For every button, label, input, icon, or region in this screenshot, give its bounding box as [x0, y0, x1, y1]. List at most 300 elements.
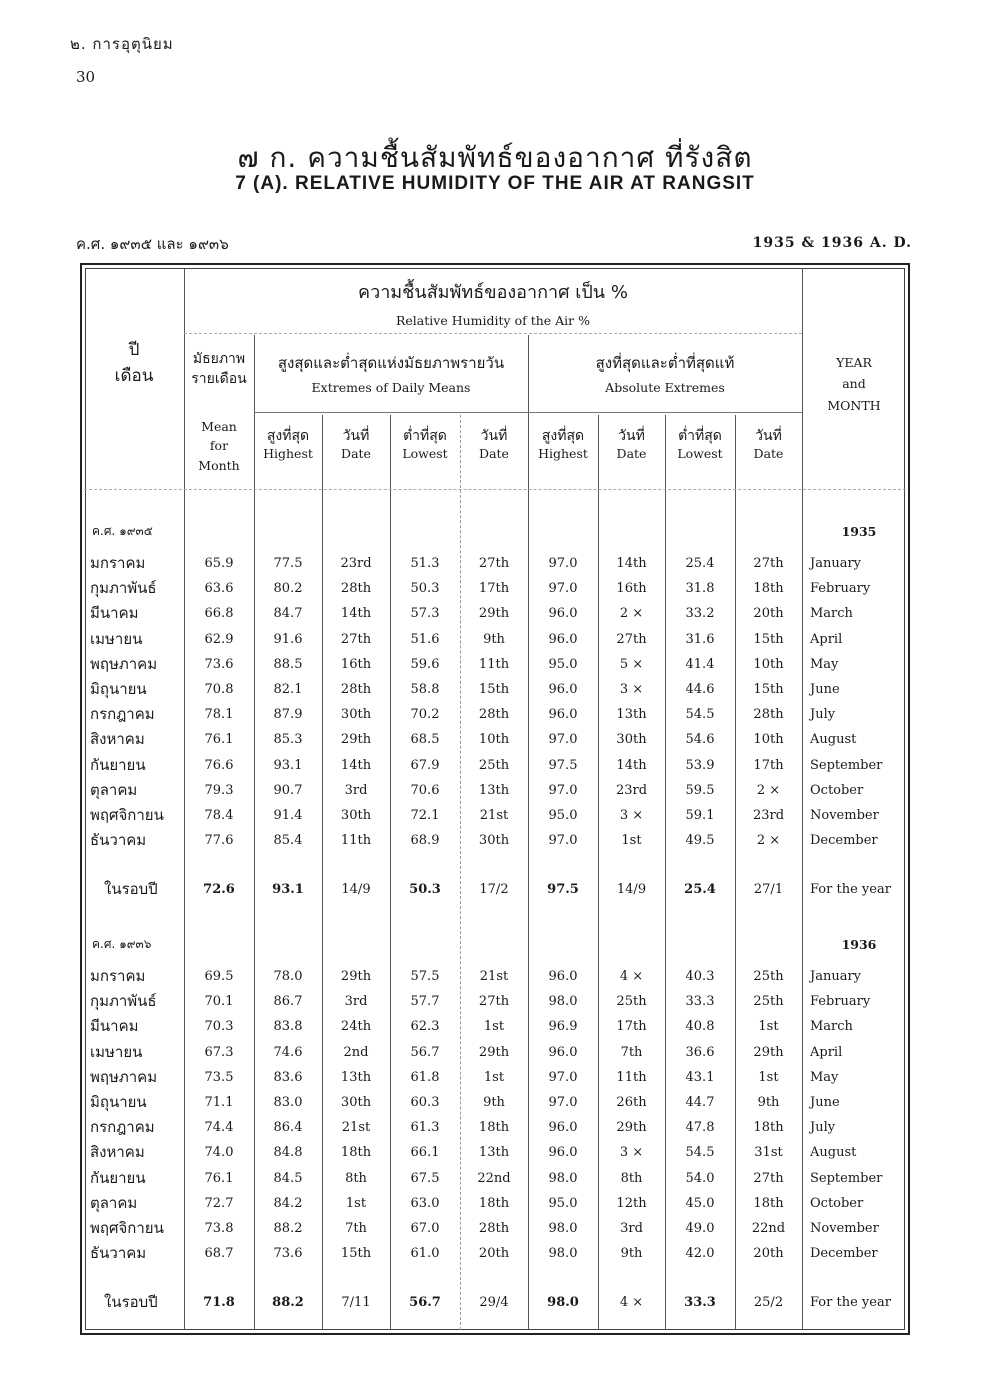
cell-dh: 74.6 — [273, 1044, 303, 1060]
cell-en: January — [810, 969, 862, 984]
daily-highest-date-header: วันที่ Date — [341, 428, 371, 461]
cell-dl: 51.6 — [410, 631, 440, 647]
table-row — [84, 702, 906, 727]
cell-dh: 91.4 — [273, 808, 303, 823]
cell-mean: 73.6 — [204, 656, 234, 672]
cell-al: 59.5 — [685, 782, 715, 798]
table-row — [84, 1241, 906, 1266]
cell-th: กันยายน — [90, 755, 146, 774]
cell-ald: 23rd — [752, 808, 785, 823]
cell-dl: 62.3 — [410, 1019, 440, 1035]
table-row — [84, 753, 906, 778]
cell-dh: 83.6 — [273, 1069, 303, 1085]
cell-ah: 96.0 — [548, 969, 578, 984]
cell-en: August — [810, 1145, 857, 1161]
cell-dhd: 21st — [341, 1120, 371, 1136]
cell-th: ตุลาคม — [90, 780, 138, 799]
total-dhd: 14/9 — [341, 882, 371, 898]
cell-dh: 88.2 — [273, 1221, 303, 1236]
cell-ald: 25th — [753, 994, 784, 1010]
table-row — [84, 1065, 906, 1090]
cell-ah: 96.0 — [548, 1120, 578, 1136]
cell-dhd: 8th — [345, 1170, 367, 1186]
cell-ah: 96.0 — [548, 682, 578, 697]
cell-al: 40.8 — [685, 1019, 715, 1035]
absolute-lowest-date-header: วันที่ Date — [753, 428, 784, 461]
cell-dl: 61.3 — [410, 1120, 440, 1136]
cell-th: กรกฎาคม — [90, 1118, 155, 1137]
cell-th: มกราคม — [90, 967, 146, 985]
cell-ah: 96.0 — [548, 606, 578, 622]
cell-mean: 74.4 — [204, 1120, 234, 1136]
cell-dl: 68.5 — [410, 732, 440, 748]
cell-th: พฤศจิกายน — [90, 806, 164, 824]
cell-dhd: 29th — [340, 732, 372, 748]
cell-ahd: 3 × — [619, 1145, 644, 1161]
cell-mean: 62.9 — [204, 631, 234, 647]
cell-dl: 67.9 — [410, 757, 440, 773]
cell-ahd: 5 × — [619, 656, 644, 672]
total-dhd: 7/11 — [341, 1295, 371, 1311]
cell-en: December — [810, 1246, 878, 1262]
cell-en: April — [810, 1044, 843, 1060]
cell-dh: 85.4 — [273, 833, 303, 849]
cell-al: 53.9 — [685, 757, 715, 773]
cell-th: พฤษภาคม — [90, 654, 158, 673]
title-english: 7 (A). RELATIVE HUMIDITY OF THE AIR AT RANGSIT — [235, 173, 755, 194]
cell-dh: 86.7 — [273, 994, 303, 1010]
cell-ahd: 3rd — [620, 1221, 643, 1236]
cell-en: November — [810, 1221, 879, 1236]
cell-dld: 21st — [479, 808, 509, 823]
cell-en: June — [810, 682, 840, 697]
cell-dld: 28th — [478, 707, 510, 723]
absolute-highest-date-header: วันที่ Date — [616, 428, 647, 461]
cell-dh: 87.9 — [273, 707, 303, 723]
cell-ah: 97.0 — [548, 1069, 578, 1085]
cell-ah: 97.0 — [548, 833, 578, 849]
cell-al: 33.3 — [685, 994, 715, 1010]
daily-lowest-header: ต่ำที่สุด Lowest — [402, 428, 448, 461]
cell-dh: 73.6 — [273, 1246, 303, 1262]
table-row — [84, 576, 906, 601]
cell-ahd: 4 × — [619, 969, 644, 984]
year-total-row — [84, 877, 906, 902]
cell-ald: 28th — [753, 707, 784, 723]
cell-dl: 60.3 — [410, 1095, 440, 1110]
cell-ald: 27th — [753, 1170, 784, 1186]
total-dh: 88.2 — [272, 1295, 304, 1311]
total-mean: 71.8 — [203, 1295, 235, 1311]
cell-ah: 97.5 — [548, 757, 578, 773]
cell-ald: 29th — [753, 1044, 784, 1060]
cell-mean: 63.6 — [204, 581, 234, 597]
cell-ald: 9th — [757, 1095, 780, 1110]
total-ahd: 4 × — [619, 1295, 644, 1311]
cell-dhd: 28th — [340, 581, 372, 597]
cell-dh: 84.5 — [273, 1170, 303, 1186]
cell-ahd: 11th — [616, 1069, 647, 1085]
cell-al: 54.5 — [685, 1145, 715, 1161]
cell-dhd: 18th — [340, 1145, 372, 1161]
cell-ah: 98.0 — [548, 1221, 578, 1236]
table-row — [84, 1191, 906, 1216]
cell-ald: 1st — [758, 1019, 779, 1035]
cell-th: เมษายน — [90, 1042, 143, 1061]
cell-dld: 18th — [478, 1195, 510, 1211]
cell-dhd: 30th — [340, 707, 372, 723]
year-heading-row — [84, 519, 906, 544]
cell-dl: 59.6 — [410, 656, 440, 672]
cell-ald: 1st — [758, 1069, 779, 1085]
cell-dhd: 14th — [340, 757, 372, 773]
cell-dl: 70.6 — [410, 782, 440, 798]
cell-ald: 27th — [753, 556, 784, 571]
cell-dld: 17th — [478, 581, 510, 597]
cell-ald: 10th — [753, 732, 784, 748]
cell-al: 43.1 — [685, 1069, 715, 1085]
page-number: 30 — [76, 68, 96, 86]
mean-thai-header: มัธยภาพ รายเดือน — [191, 351, 247, 388]
cell-ahd: 26th — [616, 1095, 647, 1110]
cell-dhd: 14th — [340, 606, 372, 622]
cell-en: February — [810, 994, 871, 1010]
cell-ald: 10th — [753, 656, 784, 672]
cell-dl: 56.7 — [410, 1044, 440, 1060]
daily-highest-header: สูงที่สุด Highest — [263, 428, 313, 461]
group-title-thai: ความชื้นสัมพัทธ์ของอากาศ เป็น % — [358, 282, 628, 303]
table-row — [84, 551, 906, 576]
cell-dl: 67.5 — [410, 1170, 440, 1186]
cell-al: 31.6 — [685, 631, 715, 647]
total-dld: 17/2 — [479, 882, 509, 898]
cell-dl: 61.8 — [410, 1069, 440, 1085]
cell-mean: 71.1 — [204, 1095, 234, 1110]
cell-dh: 85.3 — [273, 732, 303, 748]
table-row — [84, 1014, 906, 1039]
cell-th: เมษายน — [90, 629, 143, 648]
cell-th: มกราคม — [90, 554, 146, 572]
cell-mean: 78.4 — [204, 808, 234, 823]
total-dh: 93.1 — [272, 882, 304, 898]
cell-ah: 95.0 — [548, 808, 578, 823]
total-dld: 29/4 — [479, 1295, 509, 1311]
cell-th: กุมภาพันธ์ — [90, 992, 157, 1011]
cell-dl: 70.2 — [410, 707, 440, 723]
cell-en: July — [810, 1120, 836, 1136]
cell-mean: 73.5 — [204, 1069, 234, 1085]
cell-dl: 51.3 — [410, 556, 440, 571]
cell-dld: 10th — [478, 732, 510, 748]
cell-al: 59.1 — [685, 808, 715, 823]
cell-dhd: 11th — [340, 833, 372, 849]
total-ah: 97.5 — [547, 882, 579, 898]
cell-dhd: 23rd — [340, 556, 372, 571]
cell-dld: 15th — [478, 682, 510, 697]
cell-ald: 2 × — [756, 833, 781, 849]
cell-al: 44.6 — [685, 682, 715, 697]
cell-mean: 76.6 — [204, 757, 234, 773]
cell-al: 36.6 — [685, 1044, 715, 1060]
year-label-thai: ค.ศ. ๑๙๓๖ — [92, 937, 152, 951]
table-row — [84, 1115, 906, 1140]
cell-dld: 30th — [478, 833, 510, 849]
cell-dld: 18th — [478, 1120, 510, 1136]
cell-dh: 84.8 — [273, 1145, 303, 1161]
cell-dh: 93.1 — [273, 757, 303, 773]
cell-en: May — [810, 656, 839, 672]
cell-ahd: 13th — [616, 707, 647, 723]
cell-en: October — [810, 1195, 864, 1211]
cell-dhd: 7th — [345, 1221, 367, 1236]
cell-dl: 50.3 — [410, 581, 440, 597]
year-month-thai-header: ปี เดือน — [114, 340, 154, 386]
cell-dhd: 3rd — [344, 782, 368, 798]
cell-dl: 57.3 — [410, 606, 440, 622]
cell-ahd: 29th — [616, 1120, 647, 1136]
table-row — [84, 964, 906, 989]
cell-th: มิถุนายน — [90, 1093, 147, 1111]
cell-dhd: 1st — [345, 1195, 367, 1211]
cell-ah: 97.0 — [548, 581, 578, 597]
table-row — [84, 1040, 906, 1065]
cell-ahd: 2 × — [619, 606, 644, 622]
table-row — [84, 1090, 906, 1115]
total-al: 25.4 — [684, 882, 716, 898]
total-en: For the year — [810, 882, 891, 898]
cell-ahd: 30th — [616, 732, 647, 748]
daily-extremes-thai-header: สูงสุดและต่ำสุดแห่งมัธยภาพรายวัน — [277, 354, 505, 372]
cell-ald: 31st — [754, 1145, 783, 1161]
year-month-english-header: YEAR and MONTH — [827, 355, 881, 413]
year-label-english: 1935 — [841, 524, 877, 539]
cell-dld: 29th — [478, 1044, 510, 1060]
cell-dld: 9th — [483, 631, 505, 647]
section-label: ๒. การอุตุนิยม — [70, 35, 174, 53]
year-total-row — [84, 1290, 906, 1315]
cell-dld: 13th — [478, 782, 510, 798]
cell-ahd: 8th — [620, 1170, 643, 1186]
cell-ahd: 14th — [616, 757, 647, 773]
cell-th: สิงหาคม — [90, 730, 145, 749]
cell-th: พฤศจิกายน — [90, 1219, 164, 1237]
cell-dld: 29th — [478, 606, 510, 622]
total-ald: 25/2 — [753, 1295, 784, 1311]
cell-ahd: 1st — [621, 833, 642, 849]
cell-dld: 22nd — [477, 1170, 511, 1186]
title-thai: ๗ ก. ความชื้นสัมพัทธ์ของอากาศ ที่รังสิต — [237, 141, 753, 174]
cell-ahd: 3 × — [619, 808, 644, 823]
total-dl: 50.3 — [409, 882, 441, 898]
cell-en: July — [810, 707, 836, 723]
cell-dl: 68.9 — [410, 833, 440, 849]
mean-english-header: Mean for Month — [198, 419, 240, 473]
cell-al: 54.5 — [685, 707, 715, 723]
cell-dh: 83.0 — [273, 1095, 303, 1110]
cell-al: 47.8 — [685, 1120, 715, 1136]
total-dl: 56.7 — [409, 1295, 441, 1311]
cell-en: December — [810, 833, 878, 849]
table-row — [84, 652, 906, 677]
cell-mean: 73.8 — [204, 1221, 234, 1236]
cell-th: มีนาคม — [90, 604, 139, 623]
cell-en: March — [810, 606, 853, 622]
table-row — [84, 989, 906, 1014]
cell-dhd: 30th — [340, 1095, 372, 1110]
cell-ahd: 27th — [616, 631, 647, 647]
cell-th: ธันวาคม — [90, 831, 147, 850]
cell-ald: 18th — [753, 581, 784, 597]
cell-ah: 97.0 — [548, 782, 578, 798]
cell-al: 45.0 — [685, 1195, 715, 1211]
cell-en: June — [810, 1095, 840, 1110]
cell-ah: 97.0 — [548, 732, 578, 748]
total-ah: 98.0 — [547, 1295, 579, 1311]
cell-ah: 95.0 — [548, 656, 578, 672]
cell-en: March — [810, 1019, 853, 1035]
cell-mean: 70.1 — [204, 994, 234, 1010]
absolute-extremes-english-header: Absolute Extremes — [605, 380, 725, 395]
cell-dld: 11th — [478, 656, 510, 672]
cell-ald: 15th — [753, 682, 784, 697]
cell-dld: 20th — [478, 1246, 510, 1262]
cell-th: กุมภาพันธ์ — [90, 579, 157, 598]
years-label-english: 1935 & 1936 A. D. — [752, 235, 912, 251]
cell-th: มิถุนายน — [90, 680, 147, 698]
cell-ah: 98.0 — [548, 1246, 578, 1262]
cell-ald: 25th — [753, 969, 784, 984]
cell-dh: 80.2 — [273, 581, 303, 597]
cell-dhd: 28th — [340, 682, 372, 697]
cell-en: May — [810, 1069, 839, 1085]
cell-dld: 21st — [479, 969, 509, 984]
cell-al: 54.0 — [685, 1170, 715, 1186]
cell-dld: 13th — [478, 1145, 510, 1161]
cell-al: 40.3 — [685, 969, 715, 984]
cell-th: พฤษภาคม — [90, 1067, 158, 1086]
cell-dh: 86.4 — [273, 1120, 303, 1136]
cell-en: August — [810, 732, 857, 748]
table-row — [84, 778, 906, 803]
table-row — [84, 627, 906, 652]
cell-dhd: 27th — [340, 631, 372, 647]
cell-mean: 67.3 — [204, 1044, 234, 1060]
cell-en: January — [810, 556, 862, 571]
daily-lowest-date-header: วันที่ Date — [479, 428, 509, 461]
cell-dh: 90.7 — [273, 782, 303, 798]
cell-al: 41.4 — [685, 656, 715, 672]
cell-mean: 76.1 — [204, 1170, 234, 1186]
cell-mean: 70.8 — [204, 682, 234, 697]
cell-ald: 20th — [753, 606, 784, 622]
cell-mean: 77.6 — [204, 833, 234, 849]
cell-en: October — [810, 782, 864, 798]
cell-th: ตุลาคม — [90, 1193, 138, 1212]
cell-mean: 69.5 — [204, 969, 234, 984]
table-row — [84, 1166, 906, 1191]
cell-ah: 96.0 — [548, 1044, 578, 1060]
cell-dhd: 16th — [340, 656, 372, 672]
cell-dhd: 2nd — [343, 1044, 369, 1060]
cell-th: ธันวาคม — [90, 1244, 147, 1263]
cell-dld: 1st — [483, 1069, 505, 1085]
cell-al: 31.8 — [685, 581, 715, 597]
cell-dhd: 15th — [340, 1246, 372, 1262]
cell-al: 42.0 — [685, 1246, 715, 1262]
cell-ah: 98.0 — [548, 1170, 578, 1186]
cell-dh: 77.5 — [273, 556, 303, 571]
cell-th: กรกฎาคม — [90, 705, 155, 724]
table-row — [84, 803, 906, 828]
cell-mean: 79.3 — [204, 782, 234, 798]
table-row — [84, 1216, 906, 1241]
cell-ahd: 12th — [616, 1195, 647, 1211]
table-row — [84, 1140, 906, 1165]
cell-mean: 68.7 — [204, 1246, 234, 1262]
years-label-thai: ค.ศ. ๑๙๓๕ และ ๑๙๓๖ — [76, 235, 229, 253]
cell-dl: 66.1 — [410, 1145, 440, 1161]
cell-ah: 96.0 — [548, 631, 578, 647]
total-en: For the year — [810, 1295, 891, 1311]
cell-dhd: 24th — [340, 1019, 372, 1035]
total-th: ในรอบปี — [104, 880, 158, 899]
cell-dh: 83.8 — [273, 1019, 303, 1035]
cell-ah: 96.0 — [548, 1145, 578, 1161]
cell-ald: 18th — [753, 1120, 784, 1136]
cell-dl: 61.0 — [410, 1246, 440, 1262]
cell-en: February — [810, 581, 871, 597]
cell-ah: 96.9 — [548, 1019, 578, 1035]
cell-ahd: 14th — [616, 556, 647, 571]
cell-dld: 28th — [478, 1221, 510, 1236]
table-row — [84, 677, 906, 702]
cell-mean: 72.7 — [204, 1195, 234, 1211]
cell-al: 44.7 — [685, 1095, 715, 1110]
cell-al: 25.4 — [685, 556, 715, 571]
cell-en: September — [810, 757, 883, 773]
total-mean: 72.6 — [203, 882, 235, 898]
cell-en: April — [810, 631, 843, 647]
cell-mean: 66.8 — [204, 606, 234, 622]
year-label-english: 1936 — [841, 937, 877, 952]
cell-dl: 57.5 — [410, 969, 440, 984]
cell-ald: 18th — [753, 1195, 784, 1211]
cell-ald: 17th — [753, 757, 784, 773]
daily-extremes-english-header: Extremes of Daily Means — [311, 380, 471, 395]
cell-en: September — [810, 1170, 883, 1186]
cell-dh: 91.6 — [273, 631, 303, 647]
cell-dl: 63.0 — [410, 1195, 440, 1211]
cell-ah: 98.0 — [548, 994, 578, 1010]
cell-mean: 76.1 — [204, 732, 234, 748]
cell-dld: 25th — [478, 757, 510, 773]
cell-mean: 65.9 — [204, 556, 234, 571]
cell-al: 49.5 — [685, 833, 715, 849]
cell-al: 49.0 — [685, 1221, 715, 1236]
cell-ahd: 17th — [616, 1019, 647, 1035]
cell-th: กันยายน — [90, 1168, 146, 1187]
cell-mean: 74.0 — [204, 1145, 234, 1161]
cell-mean: 78.1 — [204, 707, 234, 723]
cell-ald: 15th — [753, 631, 784, 647]
total-al: 33.3 — [684, 1295, 716, 1311]
cell-dl: 58.8 — [410, 682, 440, 697]
total-th: ในรอบปี — [104, 1293, 158, 1312]
cell-ald: 22nd — [751, 1221, 786, 1236]
cell-ah: 97.0 — [548, 556, 578, 571]
cell-en: November — [810, 808, 879, 823]
group-title-english: Relative Humidity of the Air % — [396, 313, 590, 328]
